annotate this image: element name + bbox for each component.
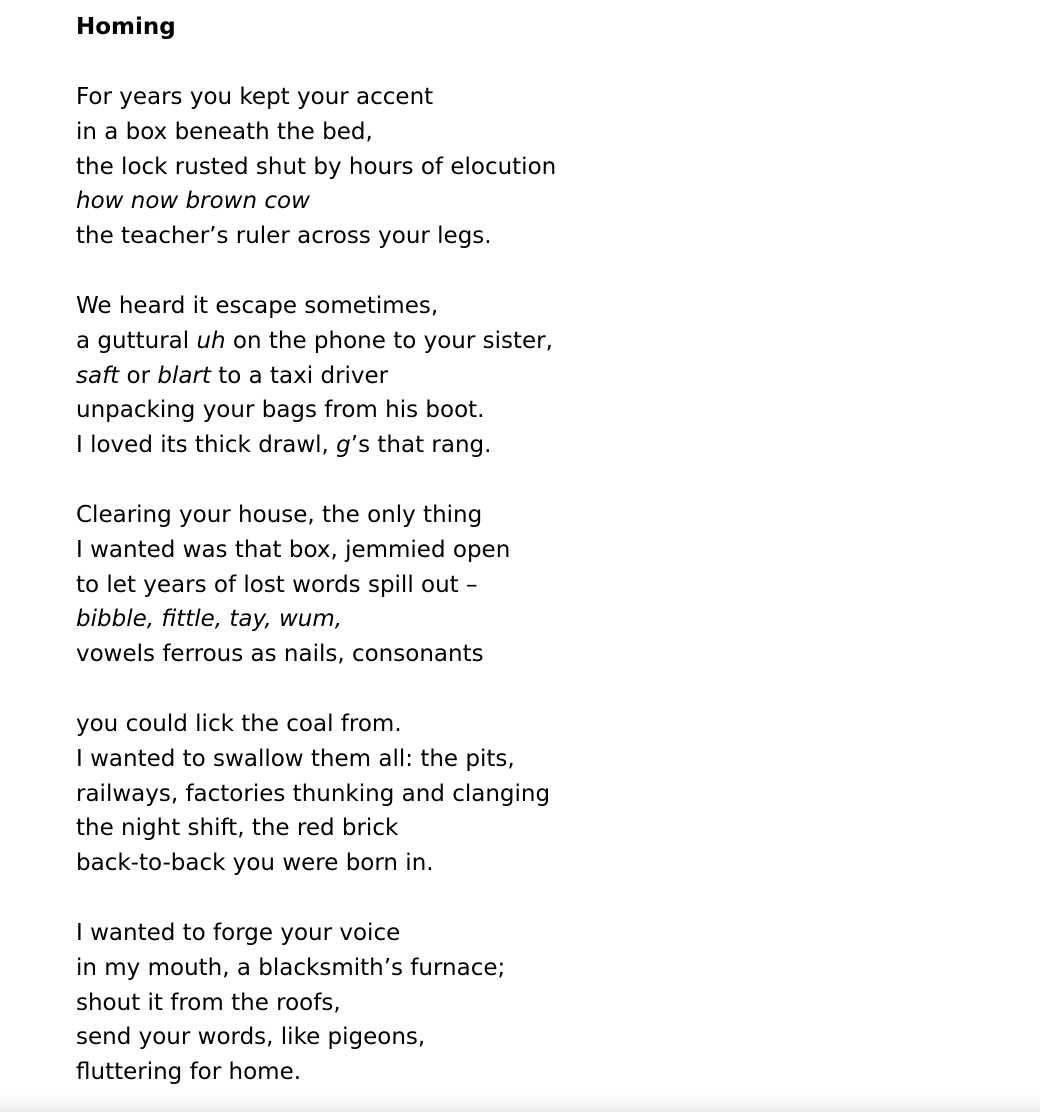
poem-line xyxy=(76,951,976,986)
italic-text: how now brown cow xyxy=(76,188,310,215)
line-text: a guttural xyxy=(76,327,197,354)
italic-text: bibble, fittle, tay, wum, xyxy=(76,606,343,633)
line-text: I wanted to forge your voice xyxy=(76,919,401,946)
line-text: railways, factories thunking and clanging xyxy=(76,780,551,807)
line-text: Clearing your house, the only thing xyxy=(76,501,483,528)
poem-line xyxy=(76,1020,976,1055)
line-text: you could lick the coal from. xyxy=(76,710,402,737)
line-text: I loved its thick drawl, xyxy=(76,432,337,459)
poem-line xyxy=(76,986,976,1021)
italic-text: blart xyxy=(157,362,211,389)
line-text: in a box beneath the bed, xyxy=(76,118,373,145)
line-text: We heard it escape sometimes, xyxy=(76,292,439,319)
poem-line xyxy=(76,533,976,568)
line-text: For years you kept your accent xyxy=(76,84,434,110)
poem-line xyxy=(76,1055,976,1090)
poem-line xyxy=(76,324,976,359)
line-text: fluttering for home. xyxy=(76,1059,302,1086)
line-text: to a taxi driver xyxy=(210,362,389,389)
poem-line xyxy=(76,568,976,603)
line-text: I wanted to swallow them all: the pits, xyxy=(76,745,515,772)
line-text: the teacher’s ruler across your legs. xyxy=(76,223,492,250)
line-text: I wanted was that box, jemmied open xyxy=(76,536,511,563)
poem-line xyxy=(76,184,976,219)
poem-line xyxy=(76,811,976,846)
poem-title: Homing xyxy=(76,14,176,40)
line-text: back-to-back you were born in. xyxy=(76,850,434,877)
poem-line xyxy=(76,916,976,951)
stanza-2 xyxy=(76,289,976,463)
stanza-3 xyxy=(76,498,976,672)
page-bottom-edge xyxy=(0,1094,1040,1112)
line-text: or xyxy=(119,362,158,389)
poem-line xyxy=(76,359,976,394)
line-text: unpacking your bags from his boot. xyxy=(76,397,485,424)
poem-line xyxy=(76,742,976,777)
italic-text: g xyxy=(336,432,351,459)
poem-line xyxy=(76,393,976,428)
poem-body xyxy=(76,10,976,1112)
line-text: the night shift, the red brick xyxy=(76,815,399,842)
poem-stanzas xyxy=(76,80,976,1090)
poem-line xyxy=(76,498,976,533)
poem-line xyxy=(76,115,976,150)
stanza-5 xyxy=(76,916,976,1090)
line-text: ’s that rang. xyxy=(350,432,492,459)
line-text: vowels ferrous as nails, consonants xyxy=(76,641,484,668)
poem-line xyxy=(76,637,976,672)
poem-line xyxy=(76,602,976,637)
line-text: shout it from the roofs, xyxy=(76,989,341,1016)
stanza-1 xyxy=(76,80,976,254)
stanza-4 xyxy=(76,707,976,881)
poem-line xyxy=(76,80,976,115)
poem-line xyxy=(76,707,976,742)
poem-line xyxy=(76,777,976,812)
poem-line xyxy=(76,846,976,881)
line-text: on the phone to your sister, xyxy=(225,327,553,354)
line-text: in my mouth, a blacksmith’s furnace; xyxy=(76,954,506,981)
line-text: send your words, like pigeons, xyxy=(76,1024,426,1051)
poem-line xyxy=(76,219,976,254)
italic-text: uh xyxy=(196,327,226,354)
poem-line xyxy=(76,150,976,185)
poem-line xyxy=(76,428,976,463)
line-text: to let years of lost words spill out – xyxy=(76,571,478,598)
italic-text: saft xyxy=(76,362,120,389)
line-text: the lock rusted shut by hours of elocution xyxy=(76,153,557,180)
poem-line xyxy=(76,289,976,324)
